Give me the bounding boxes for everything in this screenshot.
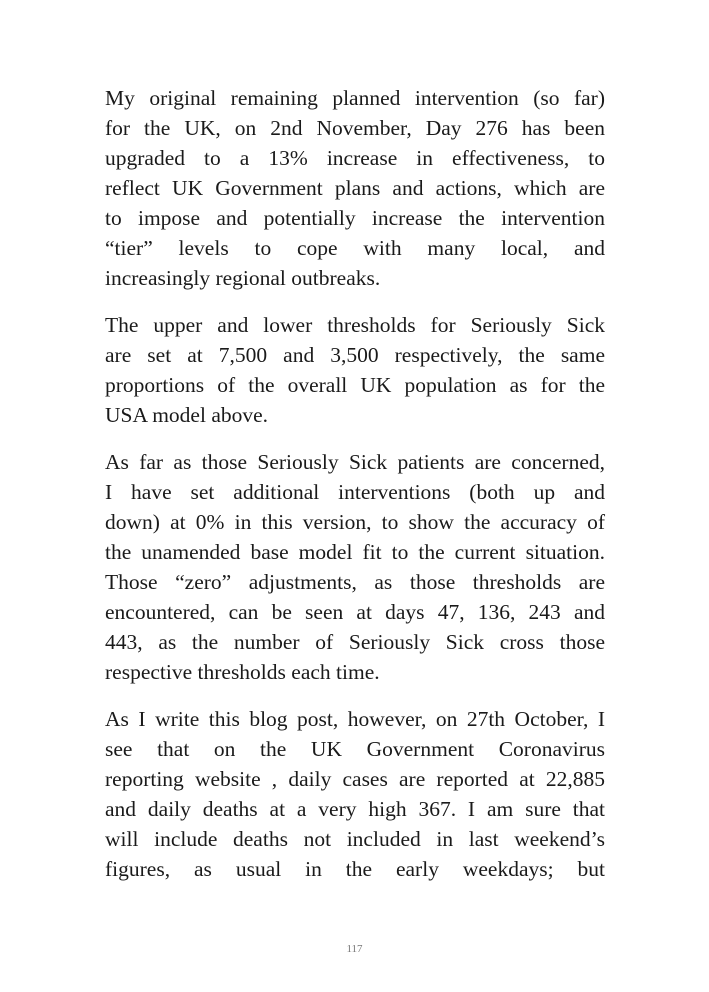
text-line: respective thresholds each time. bbox=[105, 660, 380, 684]
page-number: 117 bbox=[346, 943, 363, 955]
paragraph-seriously-sick bbox=[105, 447, 605, 687]
text-line: the unamended base model fit to the current situation. bbox=[105, 540, 605, 564]
text-line: reflect UK Government plans and actions, which are bbox=[105, 176, 605, 200]
text-line: will include deaths not included in last weekend’s bbox=[105, 827, 605, 851]
text-line: “tier” levels to cope with many local, and bbox=[105, 236, 605, 260]
text-line: are set at 7,500 and 3,500 respectively, the same bbox=[105, 343, 605, 367]
paragraph-blog-post bbox=[105, 704, 605, 884]
text-line: Those “zero” adjustments, as those thresholds are bbox=[105, 570, 605, 594]
text-line: for the UK, on 2nd November, Day 276 has been bbox=[105, 116, 605, 140]
text-line: and daily deaths at a very high 367. I am sure that bbox=[105, 797, 605, 821]
text-line: 443, as the number of Seriously Sick cross those bbox=[105, 630, 605, 654]
text-line: encountered, can be seen at days 47, 136, 243 and bbox=[105, 600, 605, 624]
text-line: see that on the UK Government Coronavirus bbox=[105, 737, 605, 761]
text-line: increasingly regional outbreaks. bbox=[105, 266, 381, 290]
text-line: to impose and potentially increase the intervention bbox=[105, 206, 605, 230]
text-line: figures, as usual in the early weekdays; but bbox=[105, 857, 605, 881]
text-line: The upper and lower thresholds for Seriously Sick bbox=[105, 313, 605, 337]
paragraph-thresholds bbox=[105, 310, 605, 430]
text-line: My original remaining planned intervention (so far) bbox=[105, 86, 605, 110]
text-line: As far as those Seriously Sick patients are concerned, bbox=[105, 450, 605, 474]
text-line: As I write this blog post, however, on 27th October, I bbox=[105, 707, 605, 731]
text-line: upgraded to a 13% increase in effectiveness, to bbox=[105, 146, 605, 170]
text-line: proportions of the overall UK population as for the bbox=[105, 373, 605, 397]
text-line: down) at 0% in this version, to show the accuracy of bbox=[105, 510, 605, 534]
paragraph-intervention bbox=[105, 83, 605, 293]
text-line: reporting website , daily cases are reported at 22,885 bbox=[105, 767, 605, 791]
page-body bbox=[105, 83, 605, 901]
text-line: I have set additional interventions (both up and bbox=[105, 480, 605, 504]
text-line: USA model above. bbox=[105, 403, 269, 427]
